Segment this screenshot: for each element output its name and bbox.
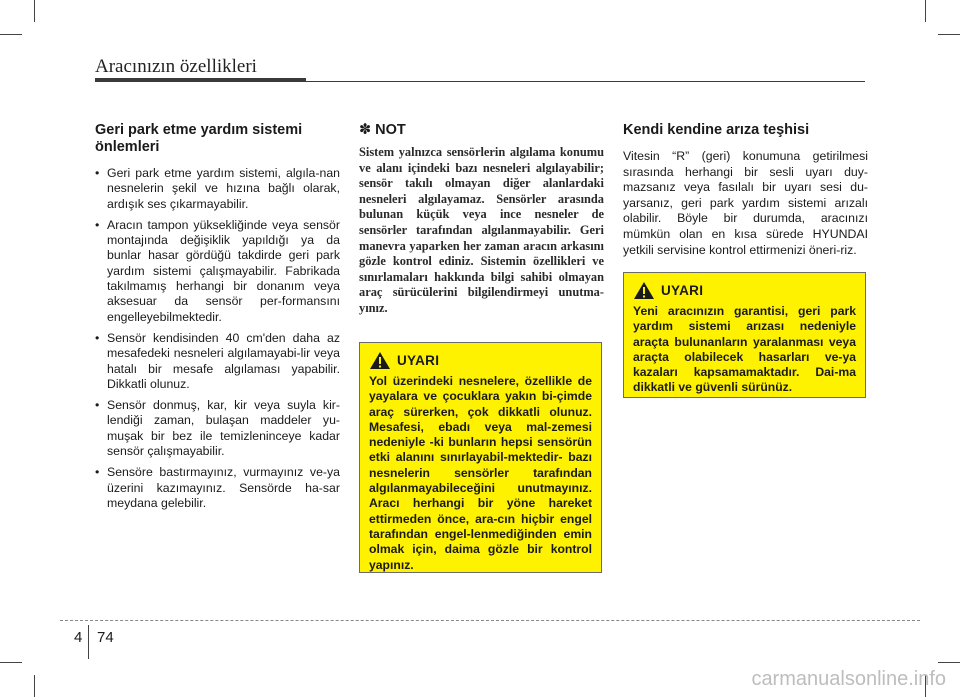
crop-mark <box>938 34 960 35</box>
watermark: carmanualsonline.info <box>751 668 946 690</box>
note-body: Sistem yalnızca sensörlerin algılama konumu ve alanı içindeki bazı nesneleri algılayabilir; sensör takılı olmayan diğer alanlardaki nesneleri algılayamaz. Sensörler arasında bulunan küçük veya ince nesneler de sensörler tarafından algılanmayabilir. Geri manevra yaparken her zaman aracın arkasını gözle kontrol ediniz. Sistemin özellikleri ve sınırlamaları hakkında bilgi sahibi olmayan araç sürücülerini bilgilendirmeyi unutma-yınız. <box>359 145 604 315</box>
precautions-list <box>95 166 340 511</box>
crop-mark <box>0 662 22 663</box>
crop-mark <box>34 0 35 22</box>
column-left <box>95 122 340 517</box>
list-item: • Aracın tampon yüksekliğinde veya sensör montajında değişiklik yapıldığı ya da bunlar hasar gördüğü takdirde geri park yardım sistemi çalışmayabilir. Fabrikada takılmamış herhangi bir donanım veya aksesuar da sensör per-formansını engelleyebilmektedir. <box>95 218 340 325</box>
warning-body: Yeni aracınızın garantisi, geri park yardım sistemi arızası nedeniyle araçta bulunanların yaralanması veya araçta olabilecek hasarları ve-ya kazaları kapsamamaktadır. Dai-ma dikkatli ve güvenli sürünüz. <box>633 304 856 395</box>
crop-mark <box>925 0 926 22</box>
page-header-title: Aracınızın özellikleri <box>95 56 257 77</box>
warning-box-mid <box>359 342 602 573</box>
warning-triangle-icon <box>369 351 391 370</box>
header-rule-thick <box>95 78 306 82</box>
footer-page-separator <box>88 625 89 659</box>
crop-mark <box>0 34 22 35</box>
column-middle <box>359 122 604 317</box>
self-diagnosis-text: Vitesin “R” (geri) konumuna getirilmesi sırasında herhangi bir sesli uyarı duy-mazsanız veya fasılalı bir uyarı sesi du-yarsanız, geri park yardım sistemi arızalı olabilir. Böyle bir durumda, aracınızı mümkün olan en kısa sürede HYUNDAI yetkili servisine kontrol ettirmenizi öneri-riz. <box>623 149 868 257</box>
warning-box-right <box>623 272 866 398</box>
footer-divider <box>60 620 920 621</box>
column-right <box>623 122 868 258</box>
list-item: • Geri park etme yardım sistemi, algıla-nan nesnelerin şekil ve hızına bağlı olarak, ardışık ses çıkarmayabilir. <box>95 166 340 212</box>
warning-header <box>633 281 856 300</box>
note-mark-icon: ✽ <box>359 122 372 138</box>
note-heading <box>359 122 604 139</box>
warning-title: UYARI <box>661 283 704 298</box>
note-title: NOT <box>375 122 406 138</box>
section-heading-precautions: Geri park etme yardım sistemi önlemleri <box>95 122 303 155</box>
list-item: • Sensöre bastırmayınız, vurmayınız ve-ya üzerini kazımayınız. Sensörde ha-sar meydana gelebilir. <box>95 465 340 511</box>
list-item: • Sensör kendisinden 40 cm'den daha az mesafedeki nesneleri algılamayabi-lir veya hatalı bir mesafe algılaması yapabilir. Dikkatli olunuz. <box>95 331 340 392</box>
page-number: 74 <box>97 629 114 646</box>
crop-mark <box>34 675 35 697</box>
warning-body: Yol üzerindeki nesnelere, özellikle de yayalara ve çocuklara yakın bi-çimde araç sürerken, çok dikkatli olunuz. Mesafesi, ebadı veya mal-zemesi nedeniyle -ki bunların hepsi sensörün etki alanını sınırlayabil-mektedir- bazı nesnelerin sensörler tarafından algılanmayabileceğini unutmayınız. Aracı herhangi bir yöne hareket ettirmeden önce, ara-cın hiçbir engel tarafından engel-lenmediğinden emin olmak için, daima gözle bir kontrol yapınız. <box>369 374 592 572</box>
chapter-number: 4 <box>74 629 83 646</box>
warning-title: UYARI <box>397 353 440 368</box>
header-rule-thin <box>306 81 865 82</box>
section-heading-self-diagnosis: Kendi kendine arıza teşhisi <box>623 122 810 138</box>
crop-mark <box>938 662 960 663</box>
warning-header <box>369 351 592 370</box>
warning-triangle-icon <box>633 281 655 300</box>
list-item: • Sensör donmuş, kar, kir veya suyla kir-lendiği zaman, bulaşan maddeler yu-muşak bir bez ile temizleninceye kadar sensör çalışmayabilir. <box>95 398 340 459</box>
